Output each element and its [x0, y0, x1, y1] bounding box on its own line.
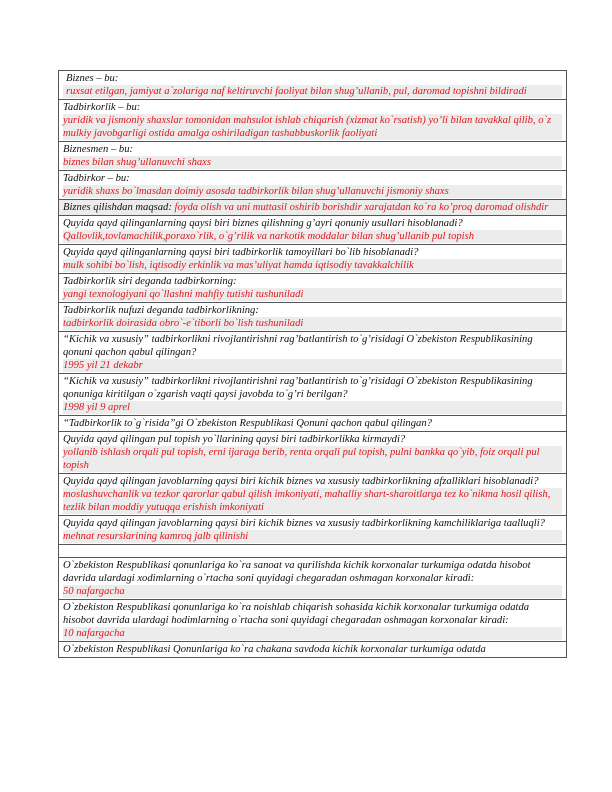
question-text: O`zbekiston Respublikasi Qonunlariga ko`ra chakana savdoda kichik korxonalar turkumiga odatda — [63, 644, 486, 655]
table-row — [58, 303, 567, 332]
empty-row — [58, 545, 567, 558]
question-text: “Kichik va xususiy” tadbirkorlikni rivojlantirishni rag’batlantirish to`g’risidagi O`zbekiston Respublikasining qonuniga kiritilgan o`zgarish vaqti qaysi javobda to`g’ri berilgan? — [63, 376, 533, 400]
table-row — [58, 516, 567, 545]
question-text: O`zbekiston Respublikasi qonunlariga ko`ra sanoat va qurilishda kichik korxonalar turkumiga odatda hisobot davrida ulardagi xodimlarning o`rtacha soni quyidagi chegaradan oshmagan korxonalar kiradi: — [63, 560, 531, 584]
table-row — [58, 142, 567, 171]
answer-text: yuridik va jismoniy shaxslar tomonidan mahsulot ishlab chiqarish (xizmat ko`rsatish) yo’li bilan tavakkal qilib, o`z mulkiy javobgarligi ostida amalga oshiriladigan tashabbuskorlik faoliyati — [63, 114, 562, 140]
table-row — [58, 216, 567, 245]
question-text: Quyida qayd qilingan javoblarning qaysi biri kichik biznes va xususiy tadbirkorlikning kamchiliklariga taalluqli? — [63, 518, 545, 529]
answer-text: yangi texnologiyani qo`llashni mahfiy tutishi tushuniladi — [63, 288, 562, 301]
qa-table — [58, 70, 567, 658]
answer-text: yollanib ishlash orqali pul topish, erni ijaraga berib, renta orqali pul topish, pulni bankka qo`yib, foiz orqali pul topish — [63, 446, 562, 472]
answer-text: 1998 yil 9 aprel — [63, 401, 562, 414]
question-text: Quyida qayd qilingan pul topish yo`llarining qaysi biri tadbirkorlikka kirmaydi? — [63, 434, 406, 445]
answer-text: moslashuvchanlik va tezkor qarorlar qabul qilish imkoniyati, mahalliy shart-sharoitlarga tez ko`nikma hosil qilish, tezlik bilan moddiy yutuqqa erishish imkoniyati — [63, 488, 562, 514]
answer-text: tadbirkorlik doirasida obro`-e`tiborli bo`lish tushuniladi — [63, 317, 562, 330]
answer-text: 1995 yil 21 dekabr — [63, 359, 562, 372]
table-row — [58, 374, 567, 416]
question-text: Biznes qilishdan maqsad: — [63, 202, 172, 213]
table-row — [58, 474, 567, 516]
table-row — [58, 100, 567, 142]
table-row — [58, 416, 567, 432]
table-row — [58, 558, 567, 600]
answer-text: biznes bilan shug’ullanuvchi shaxs — [63, 156, 562, 169]
answer-text: 50 nafargacha — [63, 585, 562, 598]
question-text: Quyida qayd qilinganlarning qaysi biri tadbirkorlik tamoyillari bo`lib hisoblanadi? — [63, 247, 419, 258]
table-row — [58, 71, 567, 100]
table-row — [58, 274, 567, 303]
question-text: Tadbirkorlik nufuzi deganda tadbirkorlikning: — [63, 305, 259, 316]
table-row — [58, 332, 567, 374]
question-text: “Kichik va xususiy” tadbirkorlikni rivojlantirishni rag’batlantirish to`g’risidagi O`zbekiston Respublikasining qonuni qachon qabul qilingan? — [63, 334, 533, 358]
table-row — [58, 245, 567, 274]
answer-text: yuridik shaxs bo`lmasdan doimiy asosda tadbirkorlik bilan shug’ullanuvchi jismoniy shaxs — [63, 185, 562, 198]
question-text: Quyida qayd qilingan javoblarning qaysi biri kichik biznes va xususiy tadbirkorlikning afzalliklari hisoblanadi? — [63, 476, 539, 487]
question-text: “Tadbirkorlik to`g`risida”gi O`zbekiston Respublikasi Qonuni qachon qabul qilingan? — [63, 418, 432, 429]
table-row — [58, 642, 567, 658]
table-row — [58, 200, 567, 216]
question-text: Tadbirkorlik – bu: — [63, 102, 141, 113]
question-text: Biznes – bu: — [66, 73, 119, 84]
answer-text: 10 nafargacha — [63, 627, 562, 640]
question-text: Biznesmen – bu: — [63, 144, 134, 155]
question-text: O`zbekiston Respublikasi qonunlariga ko`ra noishlab chiqarish sohasida kichik korxonalar turkumiga odatda hisobot davrida ulardagi hodimlarning o`rtacha soni quyidagi chegaradan oshmagan korxonalar kiradi: — [63, 602, 530, 626]
answer-text: mulk sohibi bo`lish, iqtisodiy erkinlik va mas’uliyat hamda iqtisodiy tavakkalchilik — [63, 259, 562, 272]
answer-text: mehnat resurslarining kamroq jalb qilinishi — [63, 530, 562, 543]
table-row — [58, 432, 567, 474]
answer-text: ruxsat etilgan, jamiyat a`zolariga naf keltiruvchi faoliyat bilan shug’ullanib, pul, daromad topishni bildiradi — [63, 85, 562, 98]
answer-text: Qallovlik,tovlamachilik,poraxo`rlik, o`g’rilik va narkotik moddalar bilan shug’ullanib pul topish — [63, 230, 562, 243]
question-text: Tadbirkor – bu: — [63, 173, 130, 184]
table-row — [58, 171, 567, 200]
question-text: Quyida qayd qilinganlarning qaysi biri biznes qilishning g’ayri qonuniy usullari hisoblanadi? — [63, 218, 463, 229]
table-row — [58, 600, 567, 642]
answer-text: foyda olish va uni muttasil oshirib borishdir xarajatdan ko`ra ko’proq daromad olishdir — [171, 202, 549, 213]
question-text: Tadbirkorlik siri deganda tadbirkorning: — [63, 276, 237, 287]
